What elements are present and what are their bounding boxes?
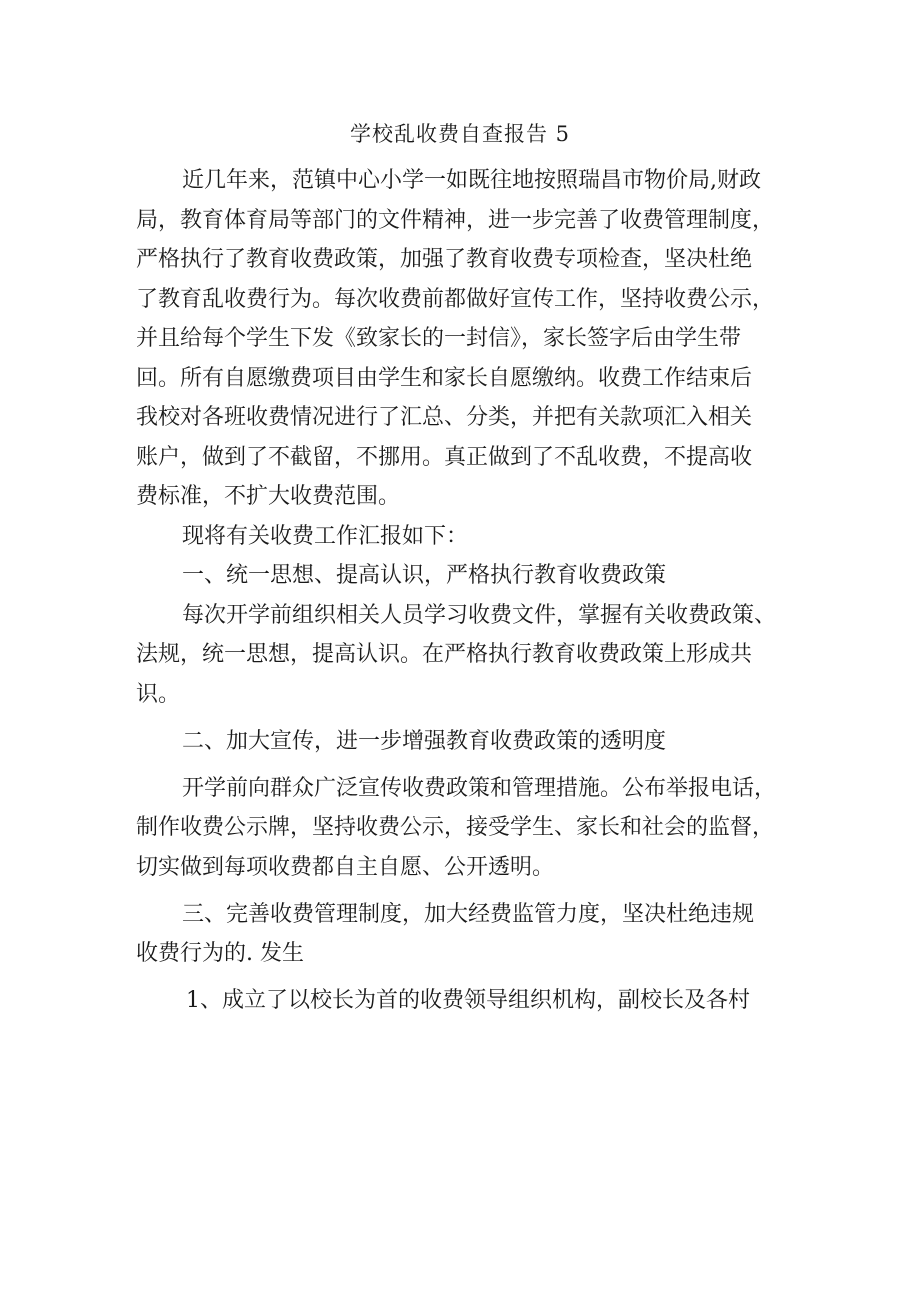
paragraph-line: 了教育乱收费行为。每次收费前都做好宣传工作，坚持收费公示， (136, 286, 775, 312)
section-heading-continued: 收费行为的. 发生 (136, 941, 304, 966)
paragraph-line: 切实做到每项收费都自主自愿、公开透明。 (136, 854, 555, 880)
paragraph-line: 制作收费公示牌，坚持收费公示，接受学生、家长和社会的监督， (136, 815, 775, 840)
paragraph-line: 我校对各班收费情况进行了汇总、分类，并把有关款项汇入相关 (136, 405, 753, 430)
paragraph-line: 并且给每个学生下发《致家长的一封信》，家长签字后由学生带 (136, 326, 742, 351)
paragraph-line: 局，教育体育局等部门的文件精神，进一步完善了收费管理制度， (136, 207, 775, 233)
paragraph-line: 回。所有自愿缴费项目由学生和家长自愿缴纳。收费工作结束后 (136, 365, 753, 391)
document-body (136, 161, 808, 1021)
paragraph-line: 账户，做到了不截留，不挪用。真正做到了不乱收费，不提高收 (136, 444, 753, 470)
paragraph-line: 严格执行了教育收费政策，加强了教育收费专项检查，坚决杜绝 (136, 247, 753, 272)
paragraph-line: 现将有关收费工作汇报如下： (182, 523, 469, 549)
paragraph-line: 费标准，不扩大收费范围。 (136, 484, 401, 509)
paragraph-line: 开学前向群众广泛宣传收费政策和管理措施。公布举报电话， (182, 775, 777, 801)
paragraph-line: 每次开学前组织相关人员学习收费文件，掌握有关收费政策、 (182, 602, 777, 628)
paragraph-line: 近几年来，范镇中心小学一如既往地按照瑞昌市物价局,财政 (182, 168, 761, 193)
paragraph-line: 1、成立了以校长为首的收费领导组织机构，副校长及各村 (186, 988, 750, 1013)
document-title: 学校乱收费自查报告 5 (349, 122, 571, 146)
section-heading: 一、统一思想、提高认识，严格执行教育收费政策 (182, 563, 667, 588)
section-heading: 三、完善收费管理制度，加大经费监管力度，坚决杜绝违规 (182, 901, 755, 927)
paragraph-line: 识。 (136, 681, 181, 707)
paragraph-line: 法规，统一思想，提高认识。在严格执行教育收费政策上形成共 (136, 642, 753, 667)
section-heading: 二、加大宣传，进一步增强教育收费政策的透明度 (182, 728, 667, 754)
